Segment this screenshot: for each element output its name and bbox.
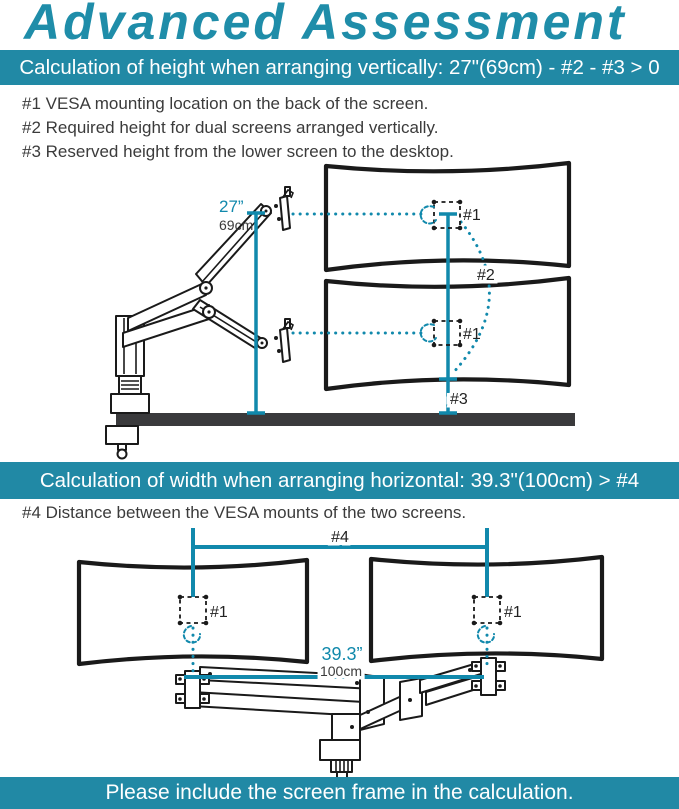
- page-title: Advanced Assessment: [24, 0, 627, 50]
- desk-surface: [116, 413, 575, 426]
- span-label: #4: [331, 529, 349, 546]
- upper-monitor-head: [274, 187, 293, 230]
- height-section-notes: [22, 92, 454, 164]
- note-line-1: #1 VESA mounting location on the back of the screen.: [22, 94, 429, 113]
- reserve-label: #3: [450, 391, 468, 408]
- note-line-2: #2 Required height for dual screens arranged vertically.: [22, 118, 439, 137]
- clamp-knob: [118, 450, 127, 459]
- vesa-top-label: #1: [463, 207, 481, 224]
- vesa-bottom-label: #1: [463, 326, 481, 343]
- lower-monitor-head: [274, 319, 293, 362]
- gap-label: #2: [477, 267, 495, 284]
- vertical-arrangement-diagram: [0, 158, 679, 460]
- width-section-note: #4 Distance between the VESA mounts of the two screens.: [22, 503, 467, 522]
- height-measure-line: [247, 213, 265, 413]
- pole-top-block: [332, 714, 360, 740]
- clamp-lower-jaw: [106, 426, 138, 444]
- footer-banner: Please include the screen frame in the calculation.: [0, 777, 679, 809]
- width-inches-label: 39.3”: [321, 644, 363, 664]
- vesa-left-label: #1: [210, 604, 228, 621]
- height-inches-label: 27”: [219, 197, 244, 216]
- height-section-banner: Calculation of height when arranging vertically: 27"(69cm) - #2 - #3 > 0: [0, 50, 679, 85]
- height-cm-label: 69cm: [219, 217, 254, 233]
- clamp-upper-jaw: [111, 394, 149, 413]
- pole-collar: [331, 760, 352, 772]
- width-cm-label: 100cm: [319, 663, 363, 679]
- horizontal-arrangement-diagram: [0, 524, 679, 777]
- width-section-banner: Calculation of width when arranging horizontal: 39.3"(100cm) > #4: [0, 462, 679, 499]
- vesa-right-label: #1: [504, 604, 522, 621]
- note-line-3: #3 Reserved height from the lower screen to the desktop.: [22, 142, 454, 161]
